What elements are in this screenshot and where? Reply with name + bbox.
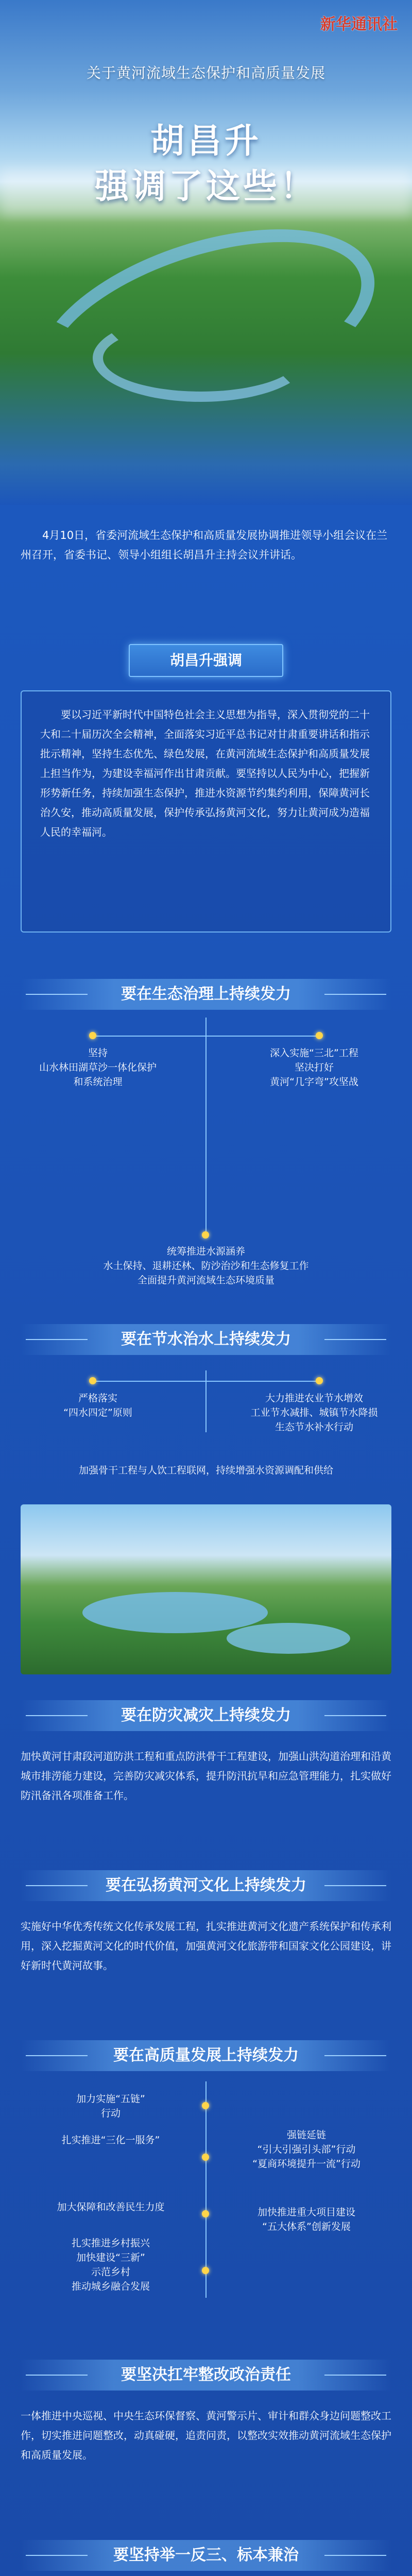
node-dot — [202, 2154, 209, 2161]
wetland-photo — [21, 1504, 391, 1674]
node-dot — [316, 1377, 323, 1384]
ecology-point-1: 坚持 山水林田湖草沙一体化保护 和系统治理 — [39, 1047, 157, 1088]
development-point-2: 扎实推进“三化一服务” — [61, 2134, 160, 2146]
connector-line — [93, 1036, 319, 1037]
banner-disaster: 要在防灾减灾上持续发力 — [21, 1700, 391, 1731]
header-title-line2: 强调了这些！ — [95, 166, 317, 206]
node-dot — [202, 2210, 209, 2217]
banner-ecology: 要在生态治理上持续发力 — [21, 979, 391, 1010]
development-point-1: 加力实施“五链” 行动 — [76, 2093, 145, 2119]
node-dot — [89, 1032, 96, 1039]
brand-logo: 新华通讯社 — [320, 15, 398, 33]
development-point-5: 强链延链 “引大引强引头部”行动 “夏商环境提升一流”行动 — [252, 2129, 360, 2170]
banner-rectification: 要坚决扛牢整改政治责任 — [21, 2360, 391, 2391]
photo-lake — [227, 1623, 350, 1654]
culture-paragraph: 实施好中华优秀传统文化传承发展工程，扎实推进黄河文化遗产系统保护和传承利用，深入挖掘黄河文化的时代价值，加强黄河文化旅游带和国家文化公园建设，讲好新时代黄河故事。 — [21, 1920, 391, 1972]
connector-line — [205, 2081, 207, 2298]
connector-line — [205, 1370, 207, 1432]
water-point-1: 严格落实 “四水四定”原则 — [63, 1393, 132, 1418]
ecology-point-3: 统筹推进水源涵养 水土保持、退耕还林、防沙治沙和生态修复工作 全面提升黄河流域生态环境质量 — [103, 1246, 309, 1286]
development-point-6: 加快推进重大项目建设 “五大体系”创新发展 — [257, 2207, 355, 2232]
development-point-4: 扎实推进乡村振兴 加快建设“三新” 示范乡村 推动城乡融合发展 — [71, 2238, 150, 2292]
banner-culture: 要在弘扬黄河文化上持续发力 — [21, 1870, 391, 1901]
rectification-paragraph: 一体推进中央巡视、中央生态环保督察、黄河警示片、审计和群众身边问题整改工作，切实推进问题整改，动真碰硬，追责问责，以整改实效推动黄河流域生态保护和高质量发展。 — [21, 2410, 391, 2461]
hero-river-bend — [93, 314, 309, 402]
ecology-point-2: 深入实施“三北”工程 坚决打好 黄河“几字弯”攻坚战 — [270, 1047, 358, 1088]
node-dot — [202, 2267, 209, 2274]
development-point-3: 加大保障和改善民生力度 — [57, 2201, 165, 2213]
banner-water: 要在节水治水上持续发力 — [21, 1324, 391, 1355]
node-dot — [202, 1231, 209, 1239]
header-title-line1: 胡昌升 — [150, 121, 262, 161]
photo-lake — [82, 1592, 268, 1633]
connector-line — [205, 1018, 207, 1234]
node-dot — [89, 1377, 96, 1384]
node-dot — [202, 2102, 209, 2109]
banner-root-cause: 要坚持举一反三、标本兼治 — [21, 2540, 391, 2571]
disaster-paragraph: 加快黄河甘肃段河道防洪工程和重点防洪骨干工程建设，加强山洪沟道治理和沿黄城市排涝能力建设，完善防灾减灾体系，提升防汛抗旱和应急管理能力，扎实做好防汛备汛各项准备工作。 — [21, 1750, 391, 1802]
emphasis-paragraph: 要以习近平新时代中国特色社会主义思想为指导，深入贯彻党的二十大和二十届历次全会精神，全面落实习近平总书记对甘肃重要讲话和指示批示精神，坚持生态优先、绿色发展，在黄河流域生态保护和高质量发展上担当作为，为建设幸福河作出甘肃贡献。要坚持以人民为中心，把握新形势新任务，持续加强生态保护，推进水资源节约集约利用，保障黄河长治久安，推动高质量发展，保护传承弘扬黄河文化，努力让黄河成为造福人民的幸福河。 — [21, 690, 391, 933]
water-point-2: 大力推进农业节水增效 工业节水减排、城镇节水降损 生态节水补水行动 — [250, 1393, 378, 1433]
banner-development: 要在高质量发展上持续发力 — [21, 2040, 391, 2071]
water-point-3: 加强骨干工程与人饮工程联网，持续增强水资源调配和供给 — [78, 1465, 333, 1476]
header-subtitle: 关于黄河流域生态保护和高质量发展 — [86, 64, 325, 81]
section-title-emphasis: 胡昌升强调 — [129, 644, 283, 677]
header-title — [0, 118, 412, 209]
intro-paragraph: 4月10日，省委河流域生态保护和高质量发展协调推进领导小组会议在兰州召开，省委书记、领导小组组长胡昌升主持会议并讲话。 — [21, 529, 388, 561]
node-dot — [316, 1032, 323, 1039]
